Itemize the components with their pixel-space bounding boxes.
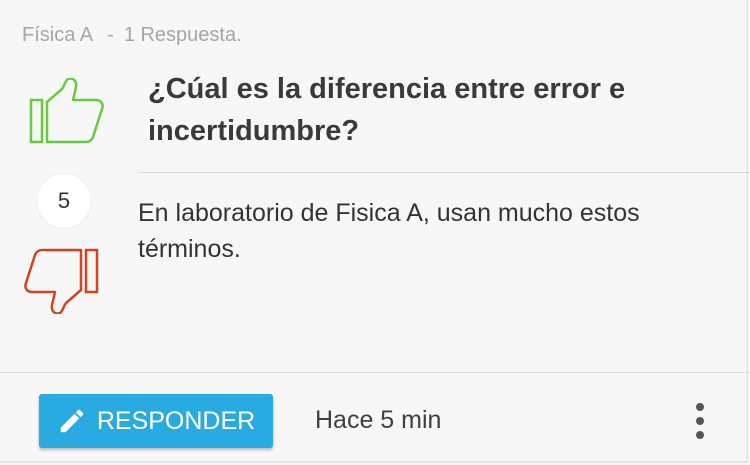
pencil-icon [57,406,87,436]
more-options-button[interactable] [688,400,712,444]
footer-divider [0,372,750,373]
question-divider [140,172,750,173]
downvote-button[interactable] [24,244,100,314]
thumbs-down-icon [24,244,100,314]
post-time: Hace 5 min [315,406,442,434]
answers-count: 1 Respuesta. [123,24,242,46]
post-meta [22,24,242,47]
vote-count: 5 [36,173,92,229]
question-title[interactable]: ¿Cúal es la diferencia entre error e incertidumbre? [148,73,626,147]
reply-button[interactable] [39,394,273,448]
question-body: En laboratorio de Fisica A, usan mucho estos términos. [138,199,640,263]
upvote-button[interactable] [28,78,104,148]
more-vert-icon [688,400,712,444]
subject-label[interactable]: Física A [22,24,94,46]
thumbs-up-icon [28,78,104,148]
meta-separator: - [107,24,114,46]
reply-button-label: RESPONDER [96,406,256,435]
